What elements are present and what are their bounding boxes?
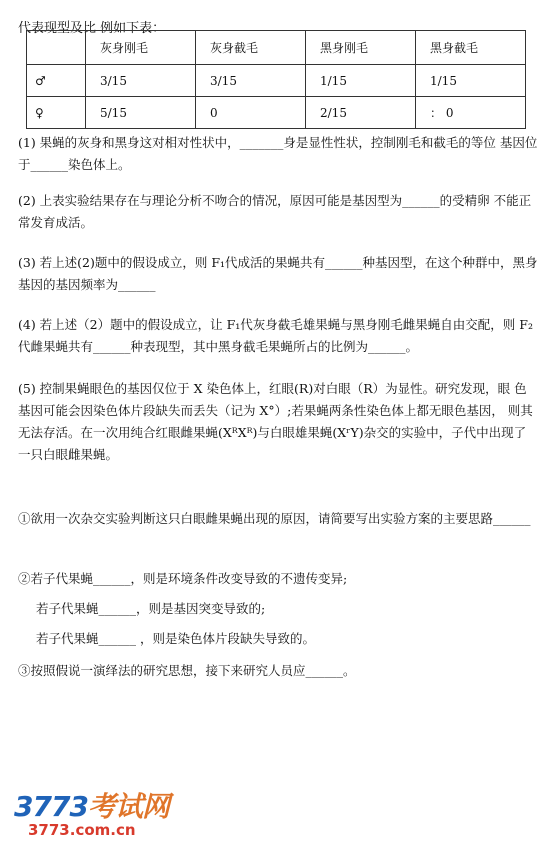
logo-wordmark: 3773考试网 <box>14 790 169 823</box>
table-header-cell: 灰身截毛 <box>196 31 306 65</box>
table-cell: ： 0 <box>416 97 526 129</box>
question-3: (3) 若上述(2)题中的假设成立，则 F₁代成活的果蝇共有______种基因型，在这个种群中，黑身基因的基因频率为______ <box>18 255 538 292</box>
table-cell: 3/15 <box>86 65 196 97</box>
sub-question-1: ①欲用一次杂交实验判断这只白眼雌果蝇出现的原因，请简要写出实验方案的主要思路______ <box>18 511 531 526</box>
table-cell: 5/15 <box>86 97 196 129</box>
table-header-cell: 灰身刚毛 <box>86 31 196 65</box>
question-4: (4) 若上述（2）题中的假设成立，让 F₁代灰身截毛雄果蝇与黑身刚毛雌果蝇自由交配，则 F₂代雌果蝇共有______种表现型，其中黑身截毛果蝇所占的比例为______。 <box>18 317 533 354</box>
male-symbol: ♂ <box>27 65 86 97</box>
table-row-female <box>27 97 526 129</box>
question-2: (2) 上表实验结果存在与理论分析不吻合的情况，原因可能是基因型为______的受精卵 不能正常发育成活。 <box>18 193 532 230</box>
sub-question-2-line-3: 若子代果蝇______ ，则是染色体片段缺失导致的。 <box>36 631 315 646</box>
table-header-row <box>27 31 526 65</box>
sub-question-2-line-2: 若子代果蝇______，则是基因突变导致的; <box>36 601 266 616</box>
table-cell: 1/15 <box>416 65 526 97</box>
sub-question-2: ②若子代果蝇______，则是环境条件改变导致的不遗传变异; <box>18 571 348 586</box>
table-cell: 2/15 <box>306 97 416 129</box>
table-cell: 1/15 <box>306 65 416 97</box>
question-5: (5) 控制果蝇眼色的基因仅位于 X 染色体上，红眼(R)对白眼（R）为显性。研究发现，眼 色基因可能会因染色体片段缺失而丢失（记为 X°）;若果蝇两条性染色体上都无眼色基因， 则其无法存活。在一次用纯合红眼雌果蝇(XᴿXᴿ)与白眼雄果蝇(XʳY)杂交的实验中，子代中出现了一只白眼雌果蝇。 <box>18 381 533 462</box>
site-logo <box>14 785 174 843</box>
intro-line: 代表现型及比 例如下表： <box>18 21 166 36</box>
table-header-cell: 黑身刚毛 <box>306 31 416 65</box>
logo-url: 3773.com.cn <box>28 821 136 839</box>
table-row-male <box>27 65 526 97</box>
question-1: (1) 果蝇的灰身和黑身这对相对性状中，_______身是显性性状，控制刚毛和截毛的等位 基因位于______染色体上。 <box>18 135 538 172</box>
table-header-cell: 黑身截毛 <box>416 31 526 65</box>
female-symbol: ♀ <box>27 97 86 129</box>
table-cell: 0 <box>196 97 306 129</box>
table-cell: 3/15 <box>196 65 306 97</box>
sub-question-3: ③按照假说一演绎法的研究思想，接下来研究人员应______。 <box>18 663 356 678</box>
phenotype-ratio-table <box>26 30 526 129</box>
table-header-cell <box>27 31 86 65</box>
